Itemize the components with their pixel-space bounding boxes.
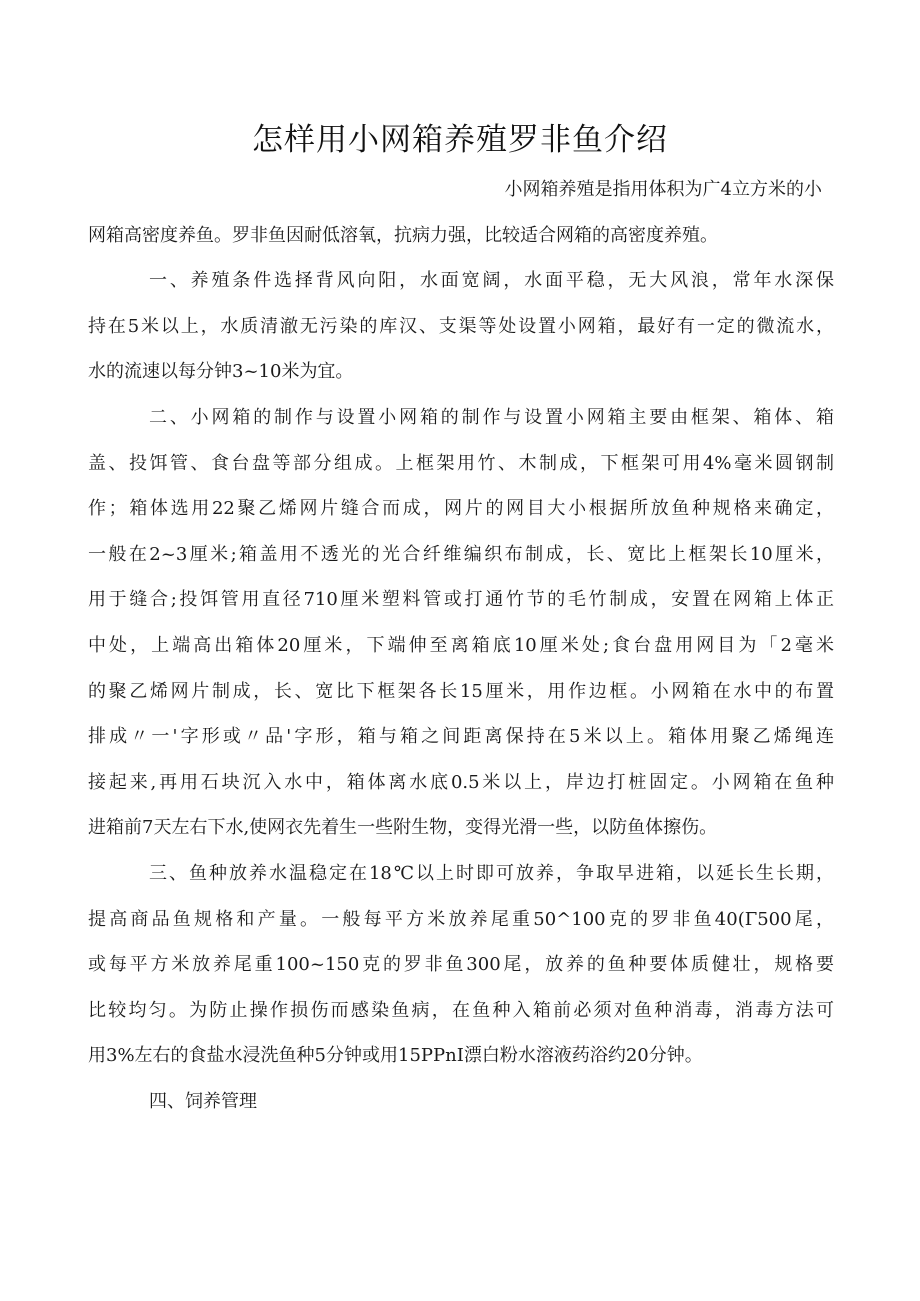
section-2-line-4: 一般在2~3厘米;箱盖用不透光的光合纤维编织布制成，长、宽比上框架长10厘米， — [88, 543, 834, 565]
section-1-line-3: 水的流速以每分钟3~10米为宜。 — [88, 361, 354, 383]
section-3-line-5: 用3%左右的食盐水浸洗鱼种5分钟或用15PPnI漂白粉水溶液药浴约20分钟。 — [88, 1045, 703, 1067]
section-2-line-2: 盖、投饵管、食台盘等部分组成。上框架用竹、木制成，下框架可用4%毫米圆钢制 — [88, 452, 834, 474]
section-4-heading: 四、饲养管理 — [149, 1090, 257, 1112]
section-3-line-1: 三、鱼种放养水温稳定在18℃以上时即可放养，争取早进箱，以延长生长期， — [149, 862, 834, 884]
section-2-line-7: 的聚乙烯网片制成，长、宽比下框架各长15厘米，用作边框。小网箱在水中的布置 — [88, 680, 834, 702]
document-title: 怎样用小网箱养殖罗非鱼介绍 — [252, 122, 668, 158]
section-2-line-8: 排成〃一'字形或〃品'字形，箱与箱之间距离保持在5米以上。箱体用聚乙烯绳连 — [88, 726, 834, 748]
section-2-line-1: 二、小网箱的制作与设置小网箱的制作与设置小网箱主要由框架、箱体、箱 — [149, 406, 834, 428]
intro-line-1: 小网箱养殖是指用体积为广4立方米的小 — [504, 179, 822, 200]
intro-line-2: 网箱高密度养鱼。罗非鱼因耐低溶氧，抗病力强，比较适合网箱的高密度养殖。 — [88, 224, 718, 246]
section-1-line-2: 持在5米以上，水质清澈无污染的库汉、支渠等处设置小网箱，最好有一定的微流水， — [88, 315, 834, 337]
section-3-line-3: 或每平方米放养尾重100~150克的罗非鱼300尾，放养的鱼种要体质健壮，规格要 — [88, 954, 834, 976]
section-2-line-10: 进箱前7天左右下水,使网衣先着生一些附生物，变得光滑一些，以防鱼体擦伤。 — [88, 817, 718, 839]
section-1-line-1: 一、养殖条件选择背风向阳，水面宽阔，水面平稳，无大风浪，常年水深保 — [149, 270, 834, 292]
section-3-line-4: 比较均匀。为防止操作损伤而感染鱼病，在鱼种入箱前必须对鱼种消毒，消毒方法可 — [88, 999, 834, 1021]
section-2-line-3: 作；箱体选用22聚乙烯网片缝合而成，网片的网目大小根据所放鱼种规格来确定， — [88, 498, 834, 520]
document-body — [88, 172, 834, 1129]
section-2-line-5: 用于缝合;投饵管用直径710厘米塑料管或打通竹节的毛竹制成，安置在网箱上体正 — [88, 589, 834, 611]
section-2-line-6: 中处，上端高出箱体20厘米，下端伸至离箱底10厘米处;食台盘用网目为「2毫米 — [88, 634, 834, 656]
section-3-line-2: 提高商品鱼规格和产量。一般每平方米放养尾重50^100克的罗非鱼40(Γ500尾， — [88, 908, 834, 930]
section-2-line-9: 接起来,再用石块沉入水中，箱体离水底0.5米以上，岸边打桩固定。小网箱在鱼种 — [88, 771, 834, 793]
